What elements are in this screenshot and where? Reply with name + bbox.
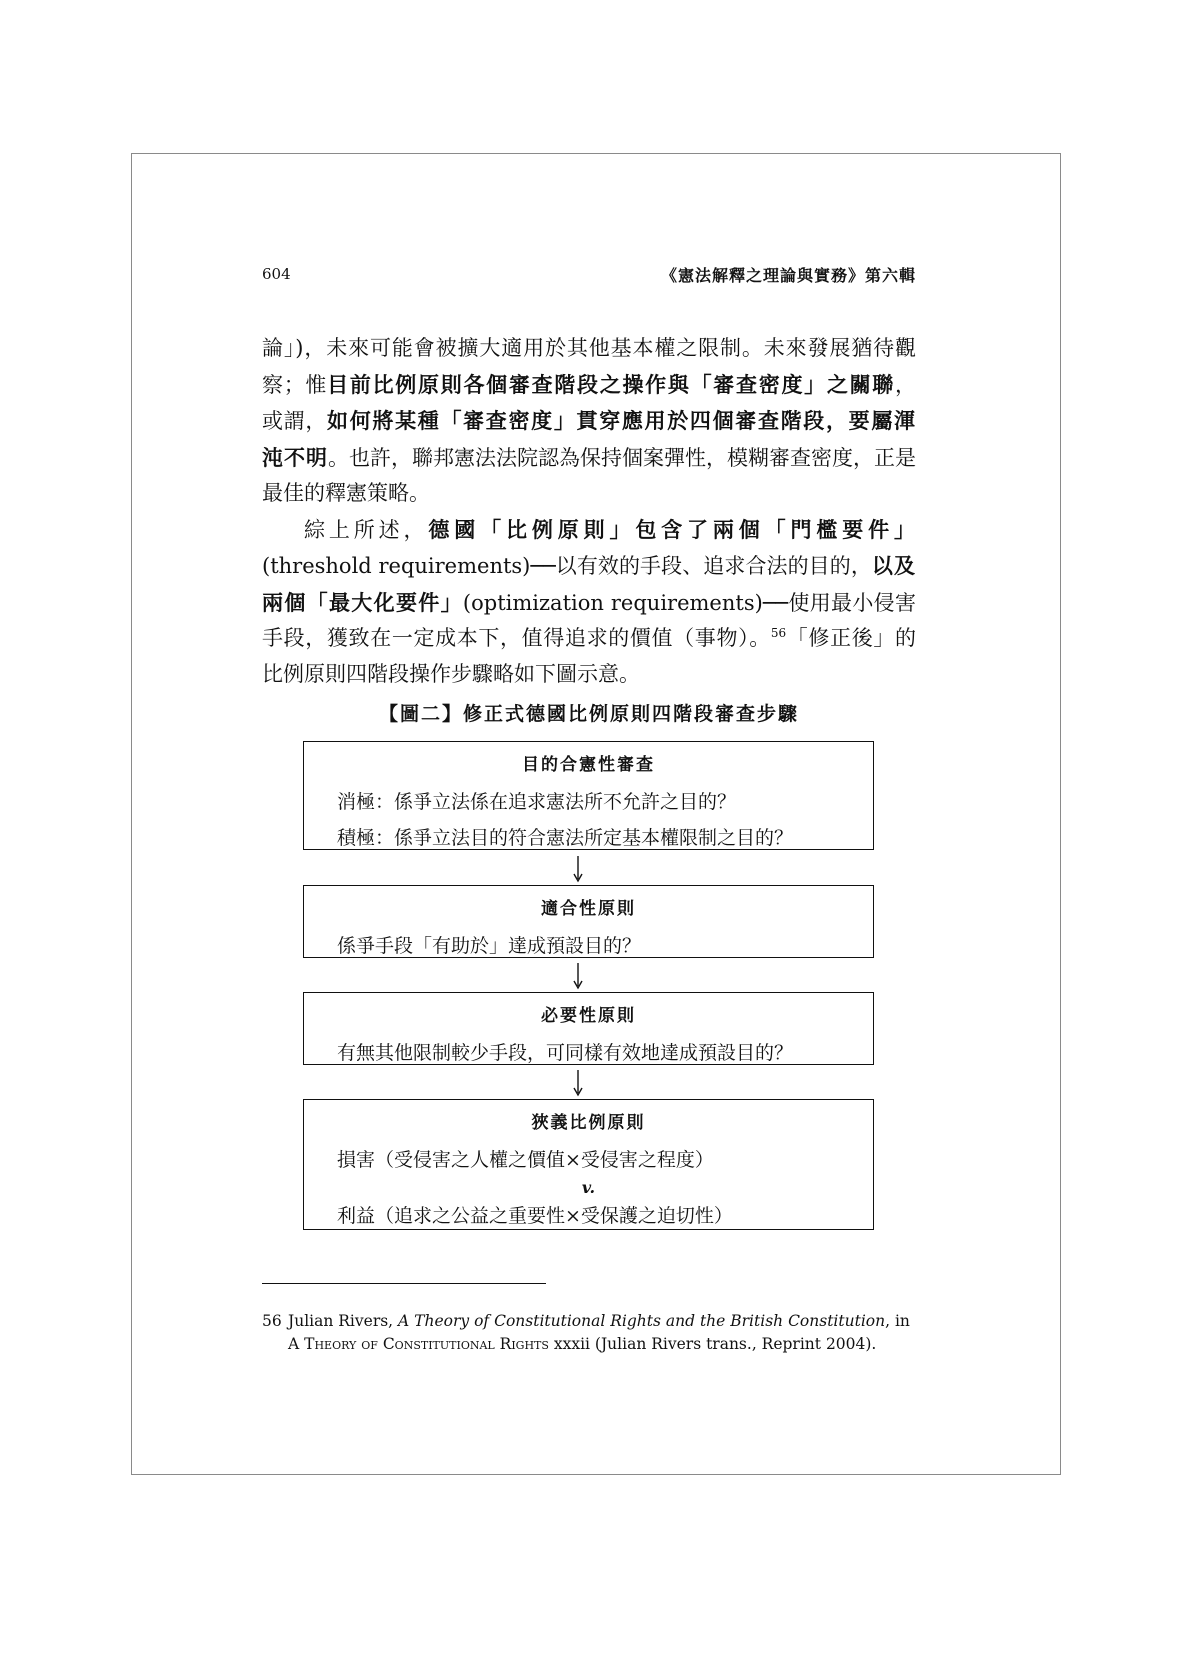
running-header-title: 《憲法解釋之理論與實務》第六輯 [660,266,916,285]
p2-text-2: (threshold requirements)──以有效的手段、追求合法的目的， [262,554,872,578]
stage-box-proportionality-strict [303,1099,874,1230]
stage-line-harm: 損害（受侵害之人權之價值×受侵害之程度） [337,1149,714,1171]
p1-bold-1: 目前比例原則各個審查階段之操作與「審查密度」之關聯 [327,371,896,397]
footnote-mid: , in A [288,1312,910,1353]
p2-bold-2: 以及兩個「最大化要件」 [262,553,916,615]
figure-caption: 【圖二】修正式德國比例原則四階段審查步驟 [378,703,799,725]
p2-bold-1: 德國「比例原則」包含了兩個「門檻要件」 [428,516,917,542]
footnote-rest: xxxii (Julian Rivers trans., Reprint 2004). [548,1335,877,1353]
stage-box-suitability [303,885,874,958]
footnote-ref-56[interactable]: 56 [770,626,787,640]
footnote-56 [262,1310,916,1356]
footnote-text [288,1310,916,1356]
paragraph-2 [262,512,916,693]
stage-title: 狹義比例原則 [531,1113,646,1133]
body-text [262,331,916,692]
p1-text-2: ，或謂， [262,372,917,433]
stage-title: 目的合憲性審查 [522,755,655,775]
page-number: 604 [262,265,291,283]
paragraph-1 [262,331,916,512]
p1-bold-2: 如何將某種「審查密度」貫穿應用於四個審查階段，要屬渾沌不明 [262,408,917,470]
footnote-author: Julian Rivers, [288,1312,399,1330]
p1-text-3: 。也許，聯邦憲法法院認為保持個案彈性，模糊審查密度，正是最佳的釋憲策略。 [262,445,916,505]
stage-title: 必要性原則 [541,1006,636,1026]
p2-text-1: 綜上所述， [304,517,429,542]
down-arrow-icon [568,1069,588,1097]
stage-line-benefit: 利益（追求之公益之重要性×受保護之迫切性） [337,1205,733,1227]
stage-line: 有無其他限制較少手段，可同樣有效地達成預設目的？ [337,1042,794,1064]
down-arrow-icon [568,855,588,883]
footnote-article-title: A Theory of Constitutional Rights and the British Constitution [398,1312,886,1330]
stage-line: 消極：係爭立法係在追求憲法所不允許之目的？ [337,791,737,813]
footnote-divider [262,1283,546,1284]
stage-box-necessity [303,992,874,1065]
p2-text-3: (optimization requirements)──使用最小侵害手段，獲致在一定成本下，值得追求的價值（事物）。 [262,590,917,650]
down-arrow-icon [568,962,588,990]
footnote-book-title: Theory of Constitutional Rights [304,1335,549,1353]
stage-line: 積極：係爭立法目的符合憲法所定基本權限制之目的？ [337,827,794,849]
versus-label: v. [581,1178,596,1197]
footnote-number: 56 [262,1312,282,1330]
stage-line: 係爭手段「有助於」達成預設目的？ [337,935,642,957]
p2-text-4: 「修正後」的比例原則四階段操作步驟略如下圖示意。 [262,626,916,686]
p1-text-1: 論」)，未來可能會被擴大適用於其他基本權之限制。未來發展猶待觀察；惟 [262,336,916,397]
stage-box-purpose [303,741,874,850]
stage-title: 適合性原則 [541,899,636,919]
